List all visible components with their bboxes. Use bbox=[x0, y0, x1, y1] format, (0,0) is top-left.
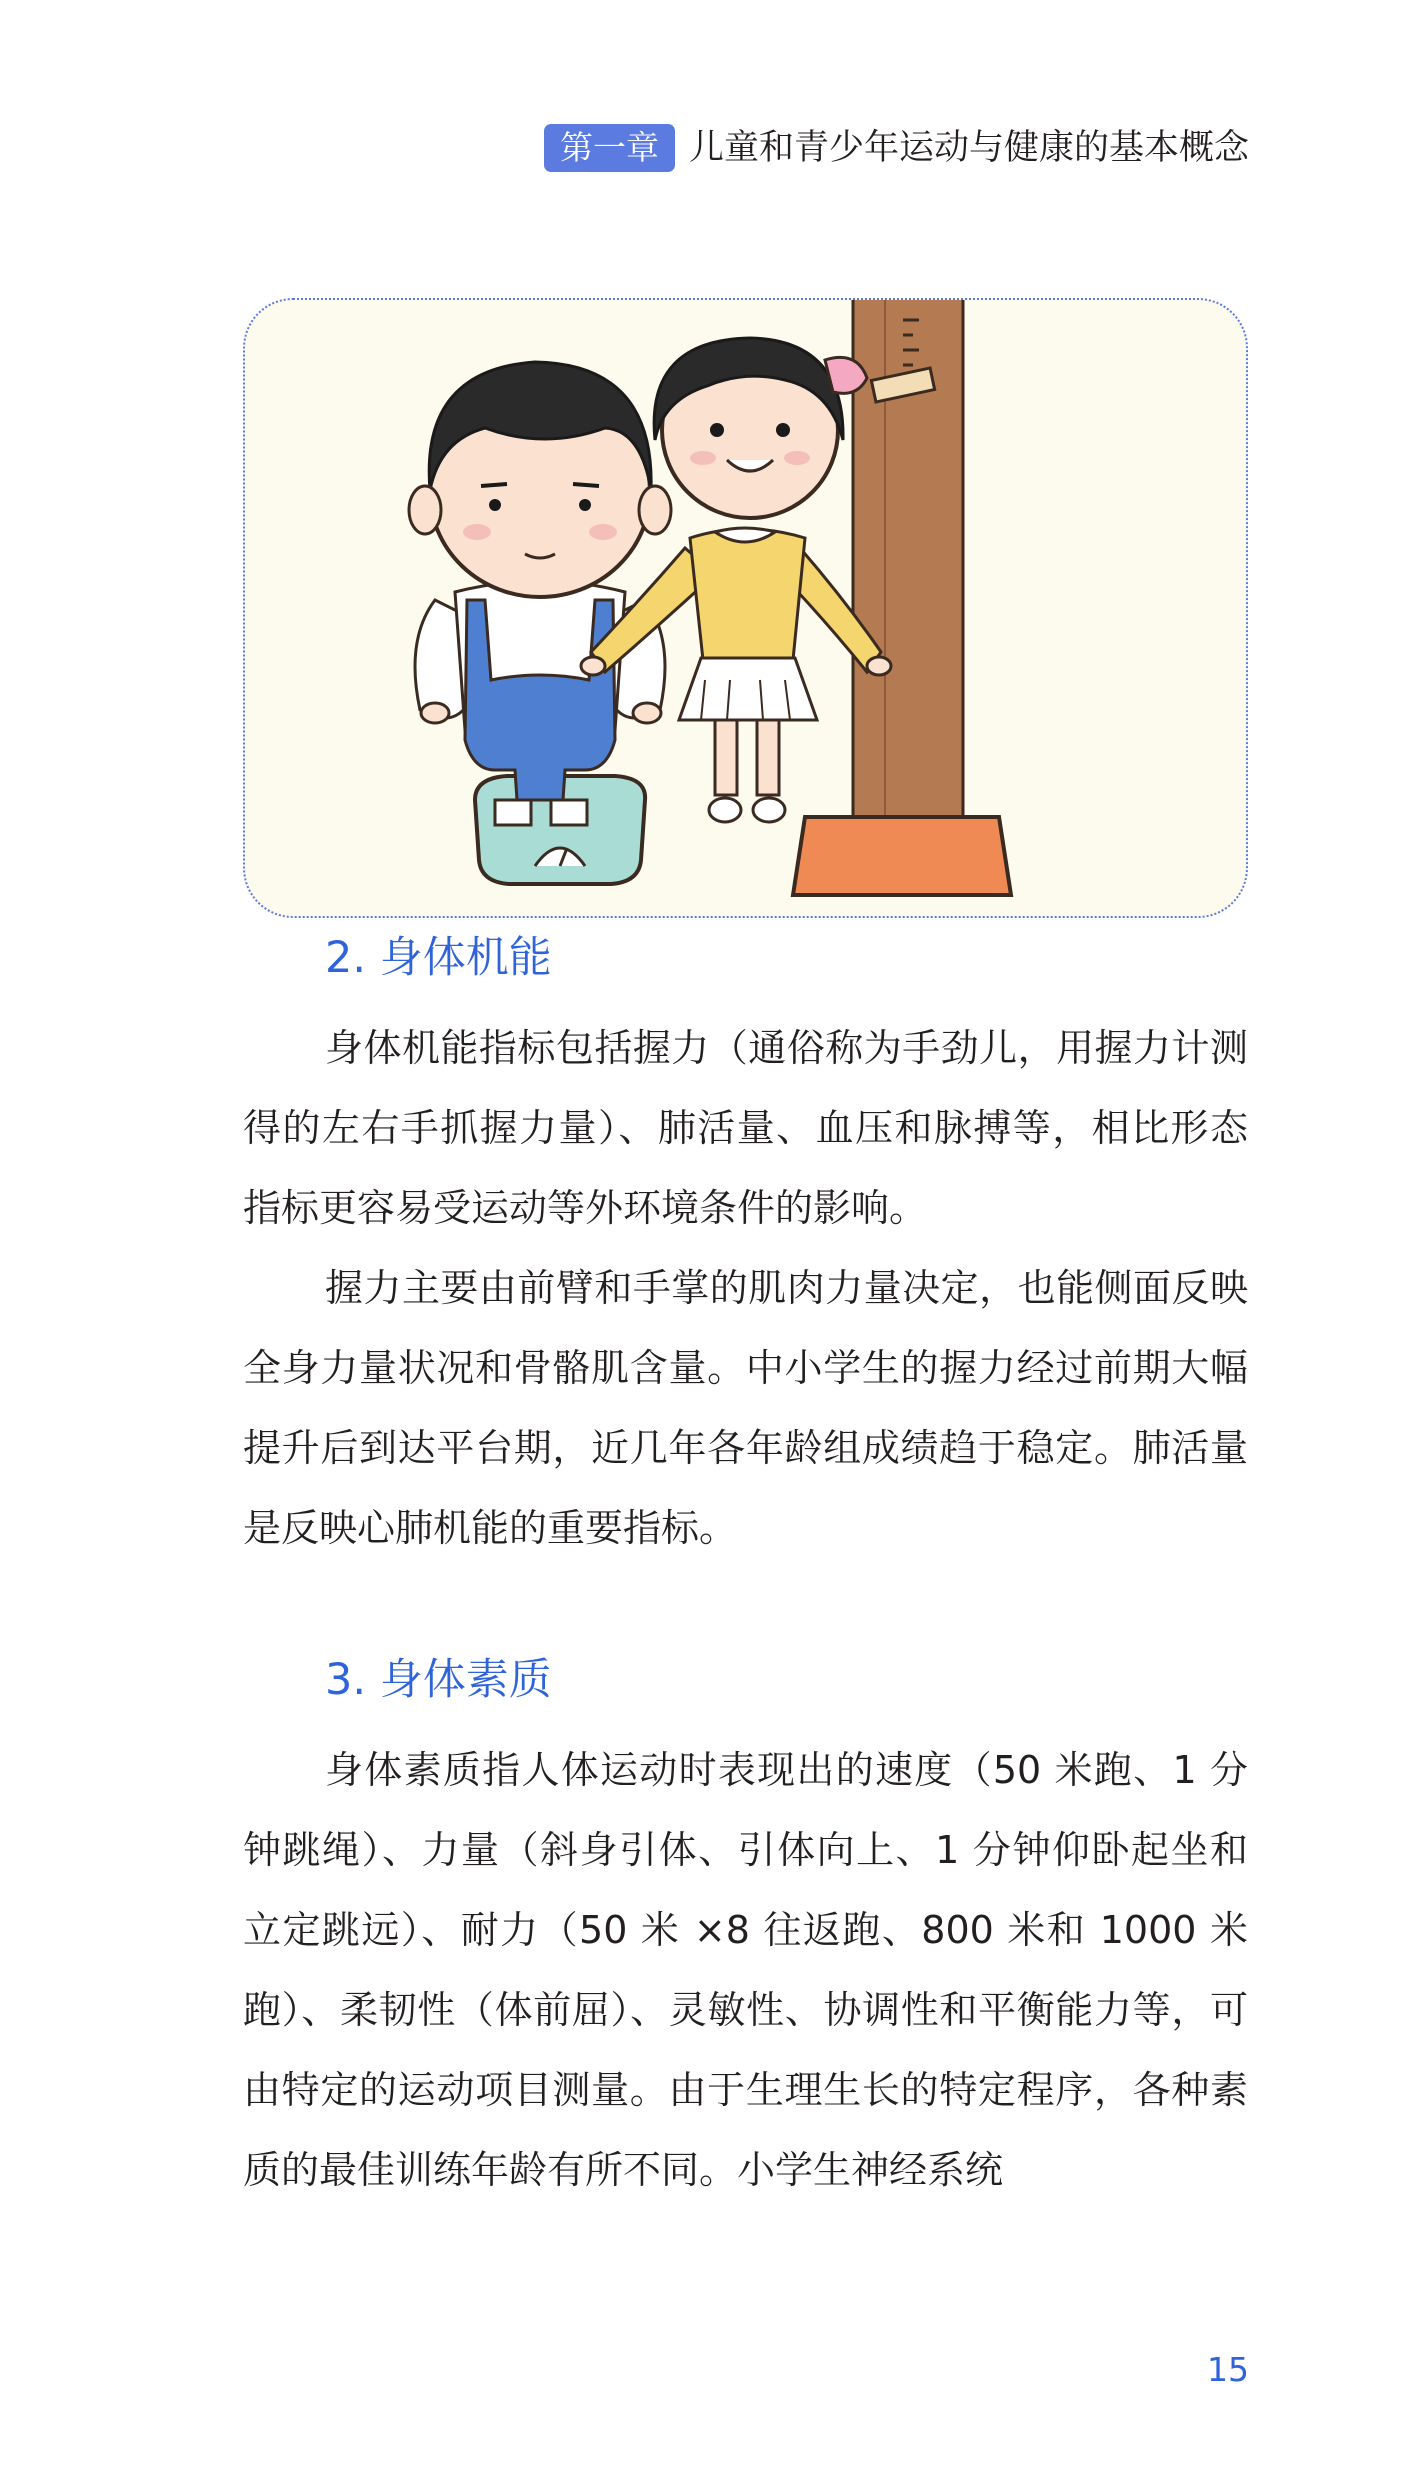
section-heading-physical-fitness: 3. 身体素质 bbox=[325, 1655, 552, 1705]
boy-figure bbox=[409, 362, 671, 825]
children-measurement-illustration bbox=[245, 300, 1248, 918]
body-paragraph: 身体机能指标包括握力（通俗称为手劲儿，用握力计测得的左右手抓握力量）、肺活量、血压和脉搏等，相比形态指标更容易受运动等外环境条件的影响。 bbox=[243, 1026, 1248, 1230]
height-platform bbox=[793, 817, 1011, 895]
illustration-frame bbox=[243, 298, 1248, 918]
body-paragraph: 握力主要由前臂和手掌的肌肉力量决定，也能侧面反映全身力量状况和骨骼肌含量。中小学生的握力经过前期大幅提升后到达平台期，近几年各年龄组成绩趋于稳定。肺活量是反映心肺机能的重要指标。 bbox=[243, 1266, 1248, 1550]
body-paragraph: 身体素质指人体运动时表现出的速度（50 米跑、1 分钟跳绳）、力量（斜身引体、引体向上、1 分钟仰卧起坐和立定跳远）、耐力（50 米 ×8 往返跑、800 米和 1000 米跑）、柔韧性（体前屈）、灵敏性、协调性和平衡能力等，可由特定的运动项目测量。由于生理生长的特定程序，各种素质的最佳训练年龄有所不同。小学生神经系统 bbox=[243, 1748, 1248, 2192]
running-header bbox=[544, 124, 1249, 172]
chapter-badge: 第一章 bbox=[544, 124, 675, 172]
section-heading-body-function: 2. 身体机能 bbox=[325, 933, 552, 983]
height-ruler bbox=[853, 300, 963, 830]
chapter-title: 儿童和青少年运动与健康的基本概念 bbox=[688, 128, 1249, 168]
page-number: 15 bbox=[1207, 2350, 1249, 2389]
